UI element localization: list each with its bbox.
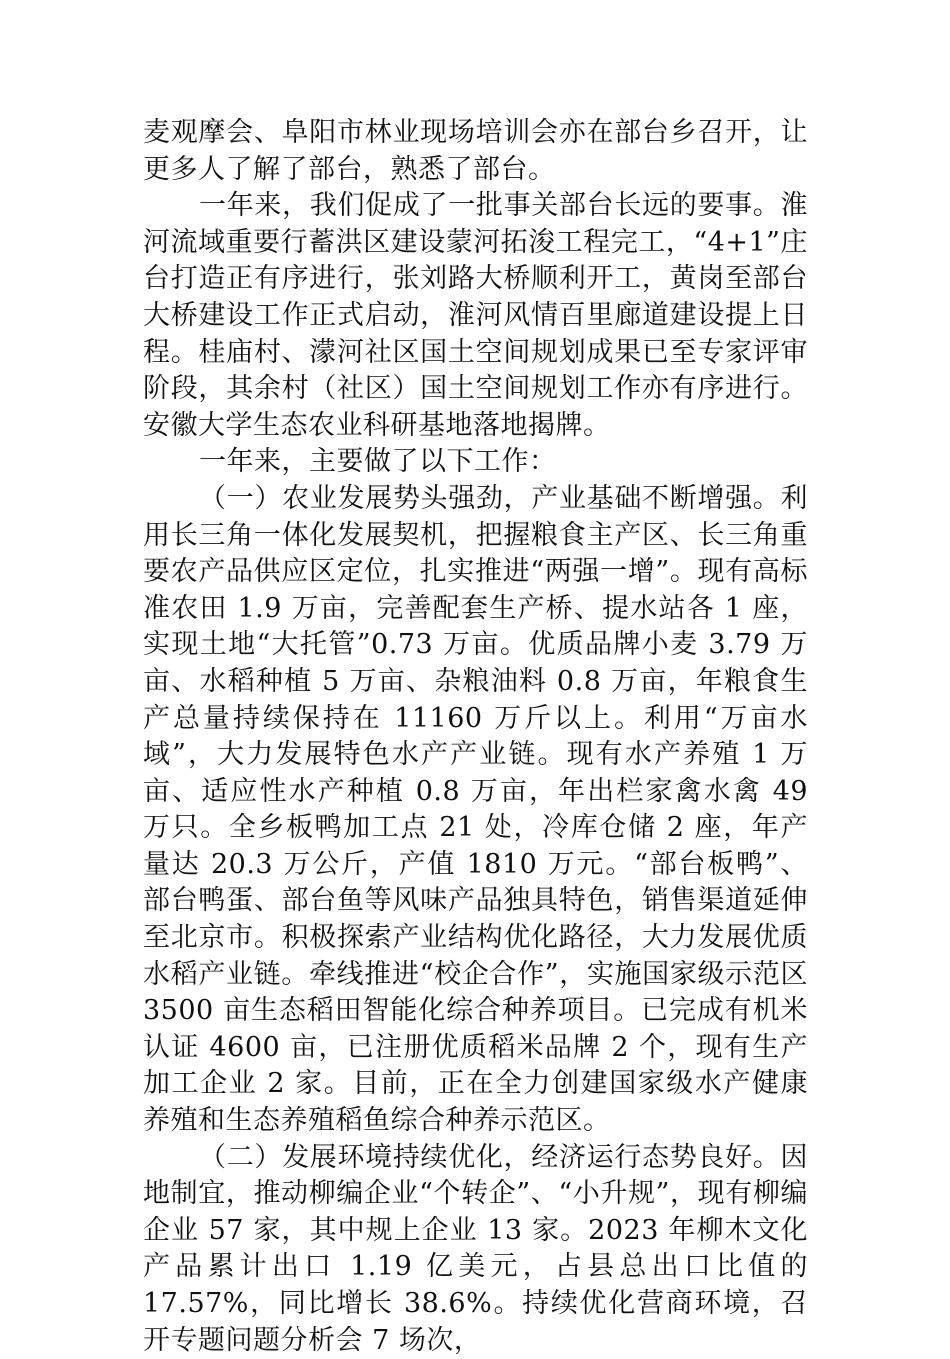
paragraph-3: 一年来，主要做了以下工作： xyxy=(199,446,557,478)
document-body xyxy=(143,115,808,1359)
paragraph-5: （二）发展环境持续优化，经济运行态势良好。因地制宜，推动柳编企业“个转企”、“小升规”，现有柳编企业 57 家，其中规上企业 13 家。2023 年柳木文化产品累计出口 1.19 亿美元，占县总出口比值的 17.57%，同比增长 38.6%。持续优化营商环境，召开专题问题分析会 7 场次， xyxy=(143,1141,808,1356)
paragraph-4: （一）农业发展势头强劲，产业基础不断增强。利用长三角一体化发展契机，把握粮食主产区、长三角重要农产品供应区定位，扎实推进“两强一增”。现有高标准农田 1.9 万亩，完善配套生产桥、提水站各 1 座，实现土地“大托管”0.73 万亩。优质品牌小麦 3.79 万亩、水稻种植 5 万亩、杂粮油料 0.8 万亩，年粮食生产总量持续保持在 11160 万斤以上。利用“万亩水域”，大力发展特色水产产业链。现有水产养殖 1 万亩、适应性水产种植 0.8 万亩，年出栏家禽水禽 49 万只。全乡板鸭加工点 21 处，冷库仓储 2 座，年产量达 20.3 万公斤，产值 1810 万元。“部台板鸭”、部台鸭蛋、部台鱼等风味产品独具特色，销售渠道延伸至北京市。积极探索产业结构优化路径，大力发展优质水稻产业链。牵线推进“校企合作”，实施国家级示范区 3500 亩生态稻田智能化综合种养项目。已完成有机米认证 4600 亩，已注册优质稻米品牌 2 个，现有生产加工企业 2 家。目前，正在全力创建国家级水产健康养殖和生态养殖稻鱼综合种养示范区。 xyxy=(143,482,808,1137)
paragraph-1: 麦观摩会、阜阳市林业现场培训会亦在部台乡召开，让更多人了解了部台，熟悉了部台。 xyxy=(143,117,808,185)
paragraph-2: 一年来，我们促成了一批事关部台长远的要事。淮河流域重要行蓄洪区建设蒙河拓浚工程完工，“4+1”庄台打造正有序进行，张刘路大桥顺利开工，黄岗至部台大桥建设工作正式启动，淮河风情百里廊道建设提上日程。桂庙村、濛河社区国土空间规划成果已至专家评审阶段，其余村（社区）国土空间规划工作亦有序进行。安徽大学生态农业科研基地落地揭牌。 xyxy=(143,190,808,441)
